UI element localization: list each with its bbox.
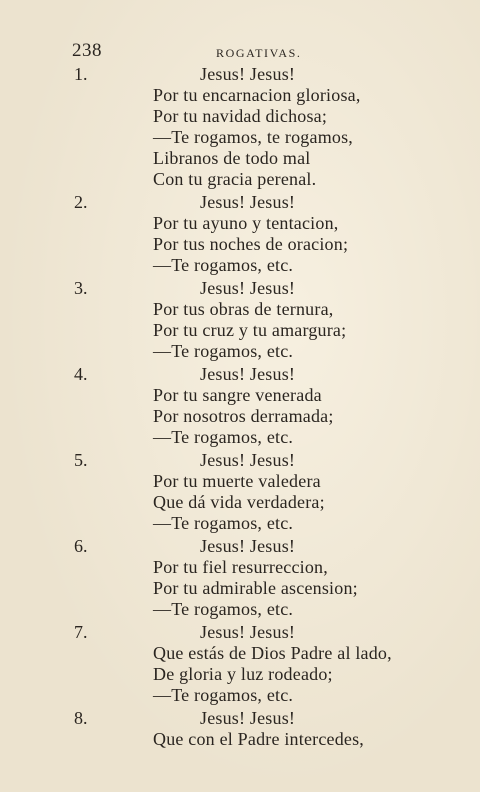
stanza-line: Por tu sangre venerada (153, 385, 322, 405)
stanza-line: —Te rogamos, te rogamos, (153, 127, 353, 147)
stanza-line: Jesus! Jesus! (200, 192, 296, 212)
page-header (72, 40, 440, 64)
stanza-line: Jesus! Jesus! (200, 278, 296, 298)
stanza-line: Con tu gracia perenal. (153, 169, 317, 189)
stanza-line: Por tus noches de oracion; (153, 234, 349, 254)
stanza-5 (0, 450, 480, 536)
stanza-6 (0, 536, 480, 622)
stanza-line: Por tu encarnacion gloriosa, (153, 85, 361, 105)
stanza-3 (0, 278, 480, 364)
stanza-line: Por tu fiel resurreccion, (153, 557, 328, 577)
stanza-line: Por tu muerte valedera (153, 471, 321, 491)
stanza-line: Jesus! Jesus! (200, 708, 296, 728)
hymn-stanzas (0, 64, 480, 752)
stanza-line: Jesus! Jesus! (200, 64, 296, 84)
stanza-1 (0, 64, 480, 192)
stanza-line: —Te rogamos, etc. (153, 685, 294, 705)
stanza-line: Jesus! Jesus! (200, 622, 296, 642)
stanza-line: —Te rogamos, etc. (153, 513, 294, 533)
stanza-8 (0, 708, 480, 752)
stanza-number: 8. (74, 708, 88, 728)
stanza-line: Que con el Padre intercedes, (153, 729, 365, 749)
stanza-2 (0, 192, 480, 278)
running-head: ROGATIVAS. (216, 46, 302, 60)
stanza-number: 5. (74, 450, 88, 470)
stanza-line: Jesus! Jesus! (200, 364, 296, 384)
stanza-line: De gloria y luz rodeado; (153, 664, 333, 684)
stanza-line: Jesus! Jesus! (200, 450, 296, 470)
stanza-line: Libranos de todo mal (153, 148, 311, 168)
stanza-line: —Te rogamos, etc. (153, 427, 294, 447)
stanza-line: Que dá vida verdadera; (153, 492, 325, 512)
stanza-number: 3. (74, 278, 88, 298)
stanza-line: Por tu navidad dichosa; (153, 106, 328, 126)
stanza-line: —Te rogamos, etc. (153, 341, 294, 361)
stanza-line: Por nosotros derramada; (153, 406, 334, 426)
stanza-number: 7. (74, 622, 88, 642)
stanza-number: 6. (74, 536, 88, 556)
stanza-number: 2. (74, 192, 88, 212)
stanza-line: Por tu ayuno y tentacion, (153, 213, 339, 233)
stanza-line: Jesus! Jesus! (200, 536, 296, 556)
stanza-line: Por tus obras de ternura, (153, 299, 334, 319)
stanza-number: 1. (74, 64, 88, 84)
stanza-7 (0, 622, 480, 708)
stanza-number: 4. (74, 364, 88, 384)
page-number: 238 (72, 40, 102, 61)
stanza-4 (0, 364, 480, 450)
stanza-line: Por tu cruz y tu amargura; (153, 320, 347, 340)
stanza-line: Que estás de Dios Padre al lado, (153, 643, 392, 663)
stanza-line: —Te rogamos, etc. (153, 255, 294, 275)
stanza-line: —Te rogamos, etc. (153, 599, 294, 619)
stanza-line: Por tu admirable ascension; (153, 578, 358, 598)
